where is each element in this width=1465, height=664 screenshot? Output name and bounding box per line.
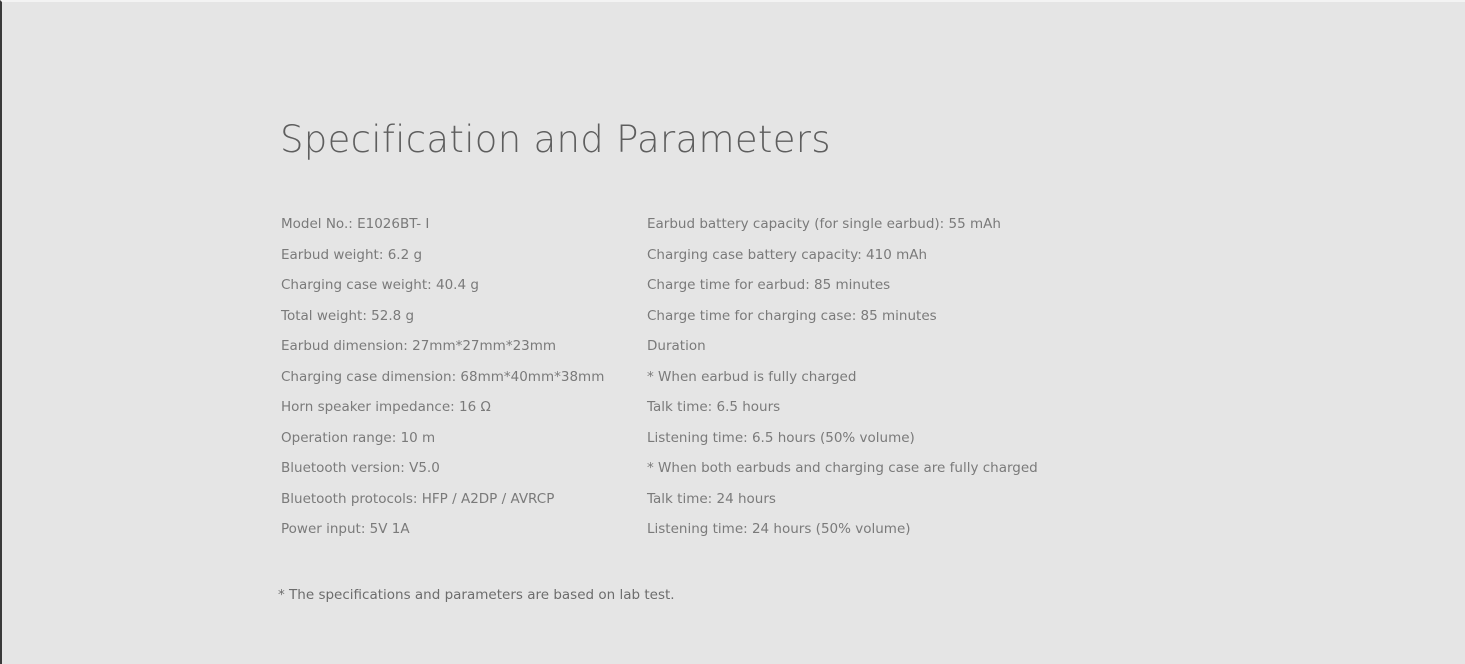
spec-listening-time-earbud: Listening time: 6.5 hours (50% volume) [647, 429, 915, 446]
spec-operation-range: Operation range: 10 m [281, 429, 436, 446]
spec-talk-time-total: Talk time: 24 hours [647, 490, 776, 507]
spec-power-input: Power input: 5V 1A [281, 521, 410, 537]
spec-case-dimension: Charging case dimension: 68mm*40mm*38mm [281, 368, 605, 385]
spec-total-weight: Total weight: 52.8 g [281, 307, 415, 324]
spec-model-number: Model No.: E1026BT- I [281, 216, 430, 232]
spec-all-charged-note: * When both earbuds and charging case are fully charged [647, 460, 1038, 476]
spec-case-weight: Charging case weight: 40.4 g [281, 277, 479, 293]
spec-earbud-weight: Earbud weight: 6.2 g [281, 246, 423, 263]
page-title: Specification and Parameters [280, 118, 831, 161]
lab-test-footnote: * The specifications and parameters are based on lab test. [278, 587, 675, 603]
spec-earbud-dimension: Earbud dimension: 27mm*27mm*23mm [281, 338, 557, 354]
spec-case-battery: Charging case battery capacity: 410 mAh [647, 246, 928, 263]
spec-earbud-battery: Earbud battery capacity (for single earbud): 55 mAh [647, 216, 1001, 232]
spec-listening-time-total: Listening time: 24 hours (50% volume) [647, 521, 911, 537]
spec-list-left [281, 213, 641, 549]
spec-duration-heading: Duration [647, 338, 706, 354]
spec-case-charge-time: Charge time for charging case: 85 minutes [647, 307, 937, 324]
spec-bluetooth-version: Bluetooth version: V5.0 [281, 460, 440, 476]
spec-bluetooth-protocols: Bluetooth protocols: HFP / A2DP / AVRCP [281, 490, 555, 507]
spec-speaker-impedance: Horn speaker impedance: 16 Ω [281, 399, 491, 415]
spec-earbud-charged-note: * When earbud is fully charged [647, 368, 857, 385]
spec-earbud-charge-time: Charge time for earbud: 85 minutes [647, 277, 891, 293]
spec-talk-time-earbud: Talk time: 6.5 hours [647, 399, 781, 415]
spec-list-right [647, 213, 1067, 549]
